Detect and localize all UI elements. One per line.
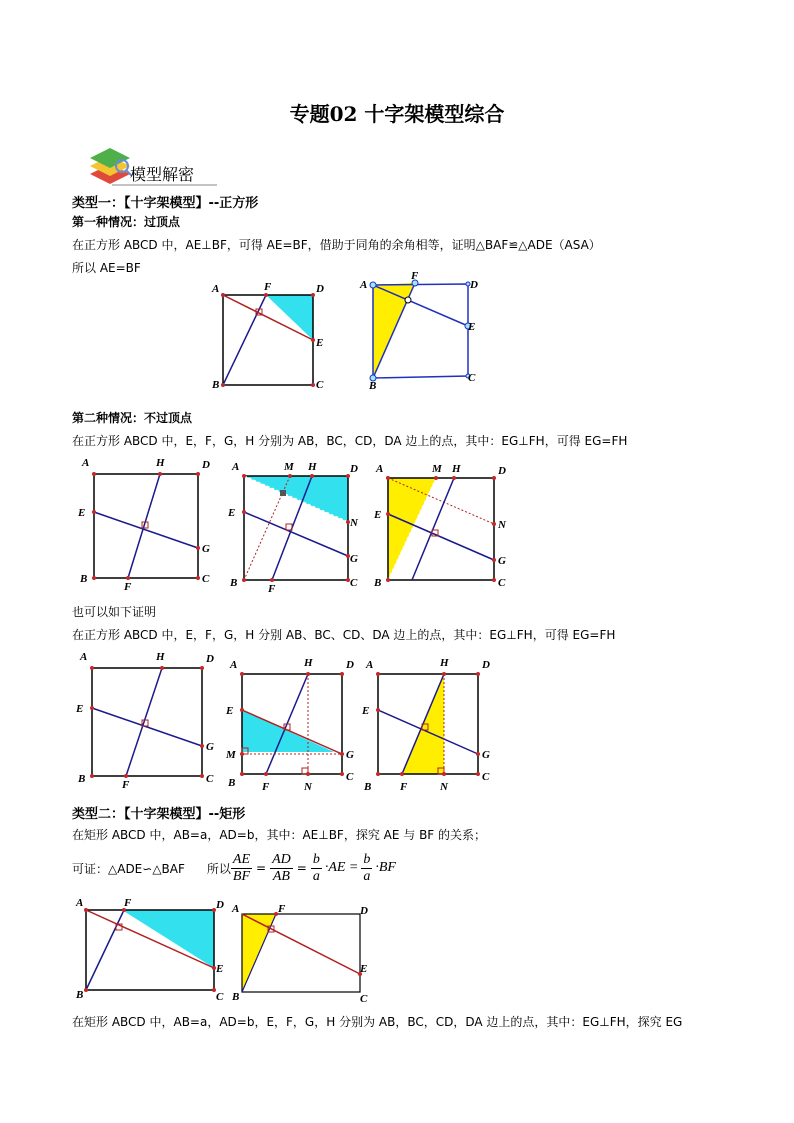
label-B: B <box>369 380 377 390</box>
proof-so: 所以 <box>206 861 231 876</box>
label-N: N <box>440 781 448 792</box>
figure-square-yellow <box>358 268 488 390</box>
label-D: D <box>482 659 490 671</box>
fraction-b-a: $\frac{b}{a}$ <box>312 851 320 884</box>
label-N: N <box>498 519 506 531</box>
label-D: D <box>470 279 478 291</box>
label-F: F <box>122 779 130 790</box>
label-E: E <box>360 963 368 975</box>
fraction-ad-ab: $\frac{AD}{AB}$ <box>272 851 291 884</box>
label-B: B <box>80 573 88 585</box>
label-C: C <box>216 991 224 1003</box>
label-N: N <box>304 781 312 792</box>
label-H: H <box>452 463 461 475</box>
label-G: G <box>202 543 210 555</box>
label-D: D <box>498 465 506 477</box>
label-A: A <box>82 457 90 469</box>
label-H: H <box>308 461 317 473</box>
label-D: D <box>346 659 354 671</box>
label-E: E <box>316 337 324 349</box>
label-M: M <box>284 461 294 473</box>
label-C: C <box>468 372 476 384</box>
label-F: F <box>411 270 419 282</box>
figure-alt-basic <box>74 650 220 790</box>
page-title: 专题02 十字架模型综合 <box>289 102 505 126</box>
proof-prefix: 可证：△ADE∽△BAF <box>72 861 185 876</box>
label-A: A <box>376 463 384 475</box>
label-A: A <box>360 279 368 291</box>
label-G: G <box>482 749 490 761</box>
label-A: A <box>232 903 240 915</box>
label-D: D <box>316 283 324 295</box>
label-B: B <box>212 379 220 390</box>
label-M: M <box>226 749 236 761</box>
fraction-ae-bf: $\frac{AE}{BF}$ <box>232 851 251 884</box>
label-C: C <box>498 577 506 589</box>
proof-line: 可证：△ADE∽△BAF 所以 $\frac{AE}{BF}$ = $\frac{AD}{AB}$ = $\frac{b}{a}$ ·AE = $\frac{b}{a}$ ·BF <box>72 851 396 884</box>
label-F: F <box>262 781 270 792</box>
label-G: G <box>206 741 214 753</box>
figure-efgh-cyan <box>226 456 366 596</box>
case2-heading: 第二种情况：不过顶点 <box>72 411 193 425</box>
label-E: E <box>468 321 476 333</box>
label-A: A <box>366 659 374 671</box>
figure-rect-cyan <box>72 898 232 1008</box>
label-B: B <box>76 989 84 1001</box>
label-B: B <box>230 577 238 589</box>
label-F: F <box>124 581 132 590</box>
type2-text2: 在矩形 ABCD 中，AB=a，AD=b，E，F，G，H 分别为 AB，BC，CD，DA 边上的点，其中：EG⊥FH，探究 EG <box>72 1015 683 1029</box>
label-H: H <box>156 457 165 469</box>
section-banner <box>82 142 222 188</box>
type1-heading: 类型一：【十字架模型】--正方形 <box>72 196 259 211</box>
label-B: B <box>232 991 240 1003</box>
label-E: E <box>226 705 234 717</box>
label-F: F <box>264 281 272 293</box>
label-E: E <box>228 507 236 519</box>
type2-heading: 类型二：【十字架模型】--矩形 <box>72 807 246 822</box>
alt-text: 在正方形 ABCD 中，E，F，G，H 分别 AB、BC、CD、DA 边上的点，其中：EG⊥FH，可得 EG=FH <box>72 628 616 642</box>
label-A: A <box>212 283 220 295</box>
label-D: D <box>206 653 214 665</box>
label-B: B <box>228 777 236 789</box>
label-H: H <box>156 651 165 663</box>
label-E: E <box>216 963 224 975</box>
label-C: C <box>346 771 354 783</box>
label-D: D <box>216 899 224 911</box>
label-G: G <box>350 553 358 565</box>
label-D: D <box>360 905 368 917</box>
figure-efgh-yellow <box>370 456 515 596</box>
banner-label: 模型解密 <box>130 165 195 184</box>
case1-heading: 第一种情况：过顶点 <box>72 215 181 229</box>
label-G: G <box>498 555 506 567</box>
label-C: C <box>316 379 324 390</box>
label-F: F <box>400 781 408 792</box>
label-G: G <box>346 749 354 761</box>
label-C: C <box>360 993 368 1005</box>
label-B: B <box>374 577 382 589</box>
label-F: F <box>124 898 132 909</box>
label-A: A <box>232 461 240 473</box>
label-D: D <box>202 459 210 471</box>
case2-text: 在正方形 ABCD 中，E，F，G，H 分别为 AB，BC，CD，DA 边上的点，其中：EG⊥FH，可得 EG=FH <box>72 434 628 448</box>
label-B: B <box>78 773 86 785</box>
figure-alt-cyan <box>224 652 364 792</box>
label-A: A <box>76 898 84 909</box>
label-A: A <box>80 651 88 663</box>
label-E: E <box>76 703 84 715</box>
label-D: D <box>350 463 358 475</box>
label-E: E <box>362 705 370 717</box>
label-F: F <box>278 903 286 915</box>
case1-conclusion: 所以 AE=BF <box>72 261 141 275</box>
figure-alt-yellow <box>360 652 500 792</box>
figure-square-cyan <box>208 280 328 390</box>
label-E: E <box>78 507 86 519</box>
label-B: B <box>364 781 372 792</box>
label-N: N <box>350 517 358 529</box>
label-H: H <box>304 657 313 669</box>
label-A: A <box>230 659 238 671</box>
figure-rect-yellow <box>230 900 380 1008</box>
label-C: C <box>202 573 210 585</box>
label-H: H <box>440 657 449 669</box>
type2-text1: 在矩形 ABCD 中，AB=a，AD=b，其中：AE⊥BF，探究 AE 与 BF 的关系； <box>72 828 487 842</box>
case1-text: 在正方形 ABCD 中，AE⊥BF，可得 AE=BF，借助于同角的余角相等，证明△BAF≌△ADE（ASA） <box>72 238 601 252</box>
figure-efgh-basic <box>76 456 216 590</box>
label-M: M <box>432 463 442 475</box>
fraction-b-a-2: $\frac{b}{a}$ <box>363 851 371 884</box>
label-C: C <box>206 773 214 785</box>
label-E: E <box>374 509 382 521</box>
label-C: C <box>350 577 358 589</box>
alt-heading: 也可以如下证明 <box>72 605 157 619</box>
label-C: C <box>482 771 490 783</box>
label-F: F <box>268 583 276 595</box>
